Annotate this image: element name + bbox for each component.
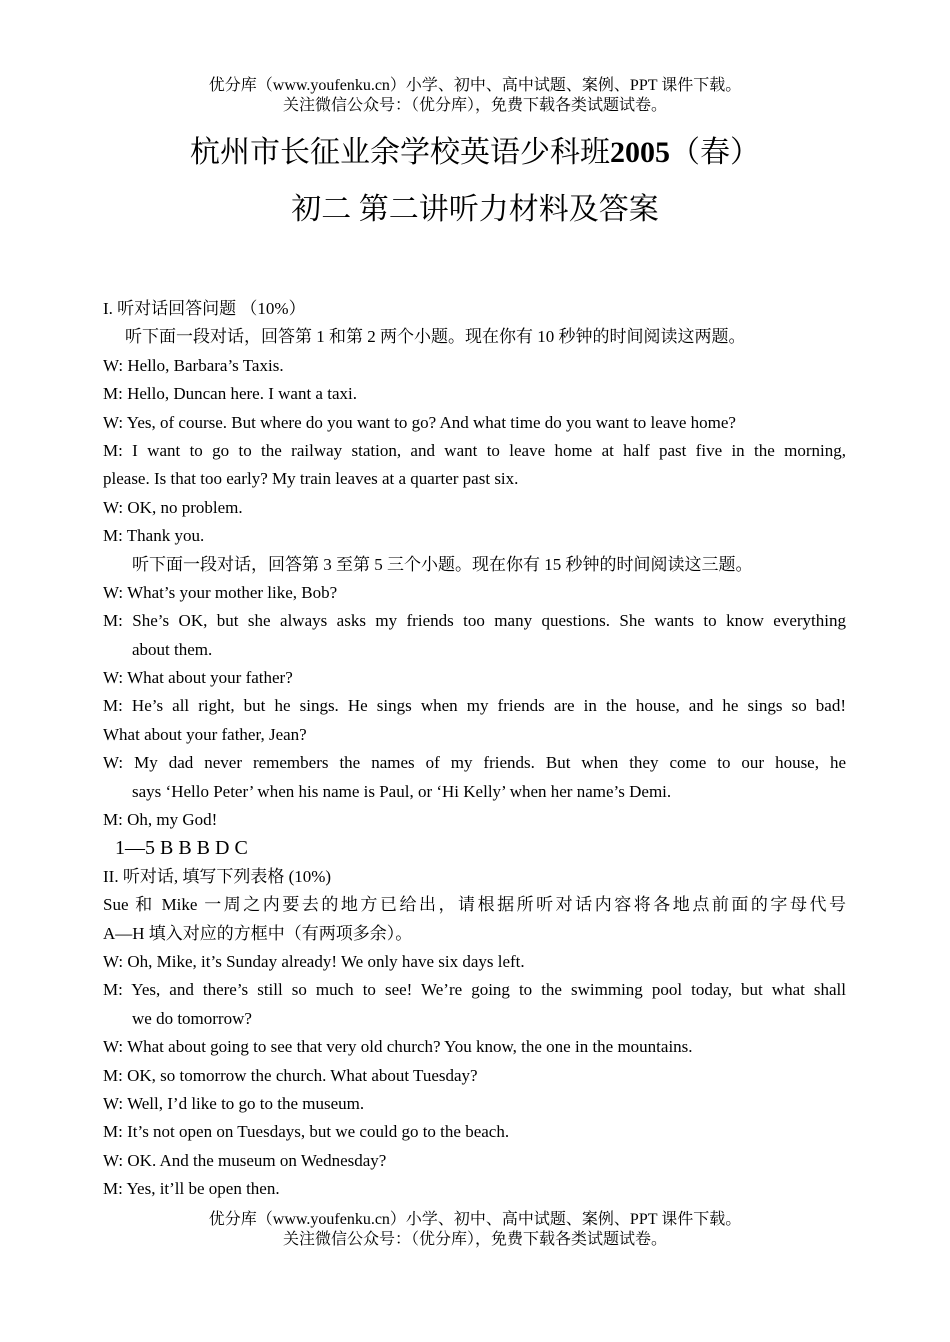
dialogue-line: W: My dad never remembers the names of my friends. But when they come to our house, he [103,753,846,773]
document-title [0,133,950,173]
title-prefix: 杭州市长征业余学校英语少科班 [190,136,610,169]
dialogue-line: M: It’s not open on Tuesdays, but we could go to the beach. [103,1122,510,1142]
dialogue-line: M: OK, so tomorrow the church. What about Tuesday? [103,1065,478,1085]
section-2-instruction-1: Sue 和 Mike 一周之内要去的地方已给出，请根据所听对话内容将各地点前面的字母代号 [103,895,846,915]
dialogue-line: M: He’s all right, but he sings. He sings when my friends are in the house, and he sings so bad! [103,696,846,716]
dialogue-line: says ‘Hello Peter’ when his name is Paul, or ‘Hi Kelly’ when her name’s Demi. [132,781,672,801]
header-line-2: 关注微信公众号：（优分库），免费下载各类试题试卷。 [282,97,667,114]
dialogue-line: M: I want to go to the railway station, and want to leave home at half past five in the morning, [103,440,846,460]
footer-line-2: 关注微信公众号：（优分库），免费下载各类试题试卷。 [282,1231,667,1248]
dialogue-line: M: Oh, my God! [103,810,218,830]
document-subtitle: 初二 第二讲听力材料及答案 [291,193,659,226]
dialogue-line: M: Yes, it’ll be open then. [103,1179,280,1199]
document-body [103,295,846,1204]
title-suffix: （春） [670,136,760,169]
dialogue-line: W: Yes, of course. But where do you want to go? And what time do you want to leave home? [103,412,736,432]
section-1-instruction-2: 听下面一段对话，回答第 3 至第 5 三个小题。现在你有 15 秒钟的时间阅读这三题。 [132,554,753,574]
dialogue-line: M: Yes, and there’s still so much to see! We’re going to the swimming pool today, but what shall [103,980,846,1000]
footer-line-1: 优分库（www.youfenku.cn）小学、初中、高中试题、案例、PPT 课件下载。 [208,1211,742,1228]
dialogue-line: M: Hello, Duncan here. I want a taxi. [103,384,357,404]
dialogue-line: M: Thank you. [103,526,205,546]
answer-key: 1—5 B B B D C [115,837,248,860]
section-2-instruction-2: A—H 填入对应的方框中（有两项多余）。 [103,923,413,943]
dialogue-line: we do tomorrow? [132,1008,252,1028]
section-2-heading: II. 听对话, 填写下列表格 (10%) [103,866,332,886]
dialogue-line: about them. [132,639,213,659]
dialogue-line: W: What about going to see that very old church? You know, the one in the mountains. [103,1037,693,1057]
dialogue-line: W: OK. And the museum on Wednesday? [103,1150,387,1170]
dialogue-line: M: She’s OK, but she always asks my friends too many questions. She wants to know everything [103,611,846,631]
section-1-instruction-1: 听下面一段对话，回答第 1 和第 2 两个小题。现在你有 10 秒钟的时间阅读这两题。 [125,327,746,347]
dialogue-line: W: What about your father? [103,668,293,688]
section-1-heading: I. 听对话回答问题 （10%） [103,299,306,318]
header-line-1: 优分库（www.youfenku.cn）小学、初中、高中试题、案例、PPT 课件下载。 [208,77,742,94]
page-footer [0,1210,950,1250]
dialogue-line: What about your father, Jean? [103,724,307,744]
dialogue-line: W: Well, I’d like to go to the museum. [103,1093,365,1113]
page-header [0,76,950,116]
dialogue-line: W: OK, no problem. [103,497,243,517]
title-year: 2005 [610,136,670,169]
dialogue-line: W: What’s your mother like, Bob? [103,582,338,602]
dialogue-line: W: Hello, Barbara’s Taxis. [103,355,284,375]
dialogue-line: W: Oh, Mike, it’s Sunday already! We only have six days left. [103,951,525,971]
dialogue-line: please. Is that too early? My train leaves at a quarter past six. [103,469,519,489]
